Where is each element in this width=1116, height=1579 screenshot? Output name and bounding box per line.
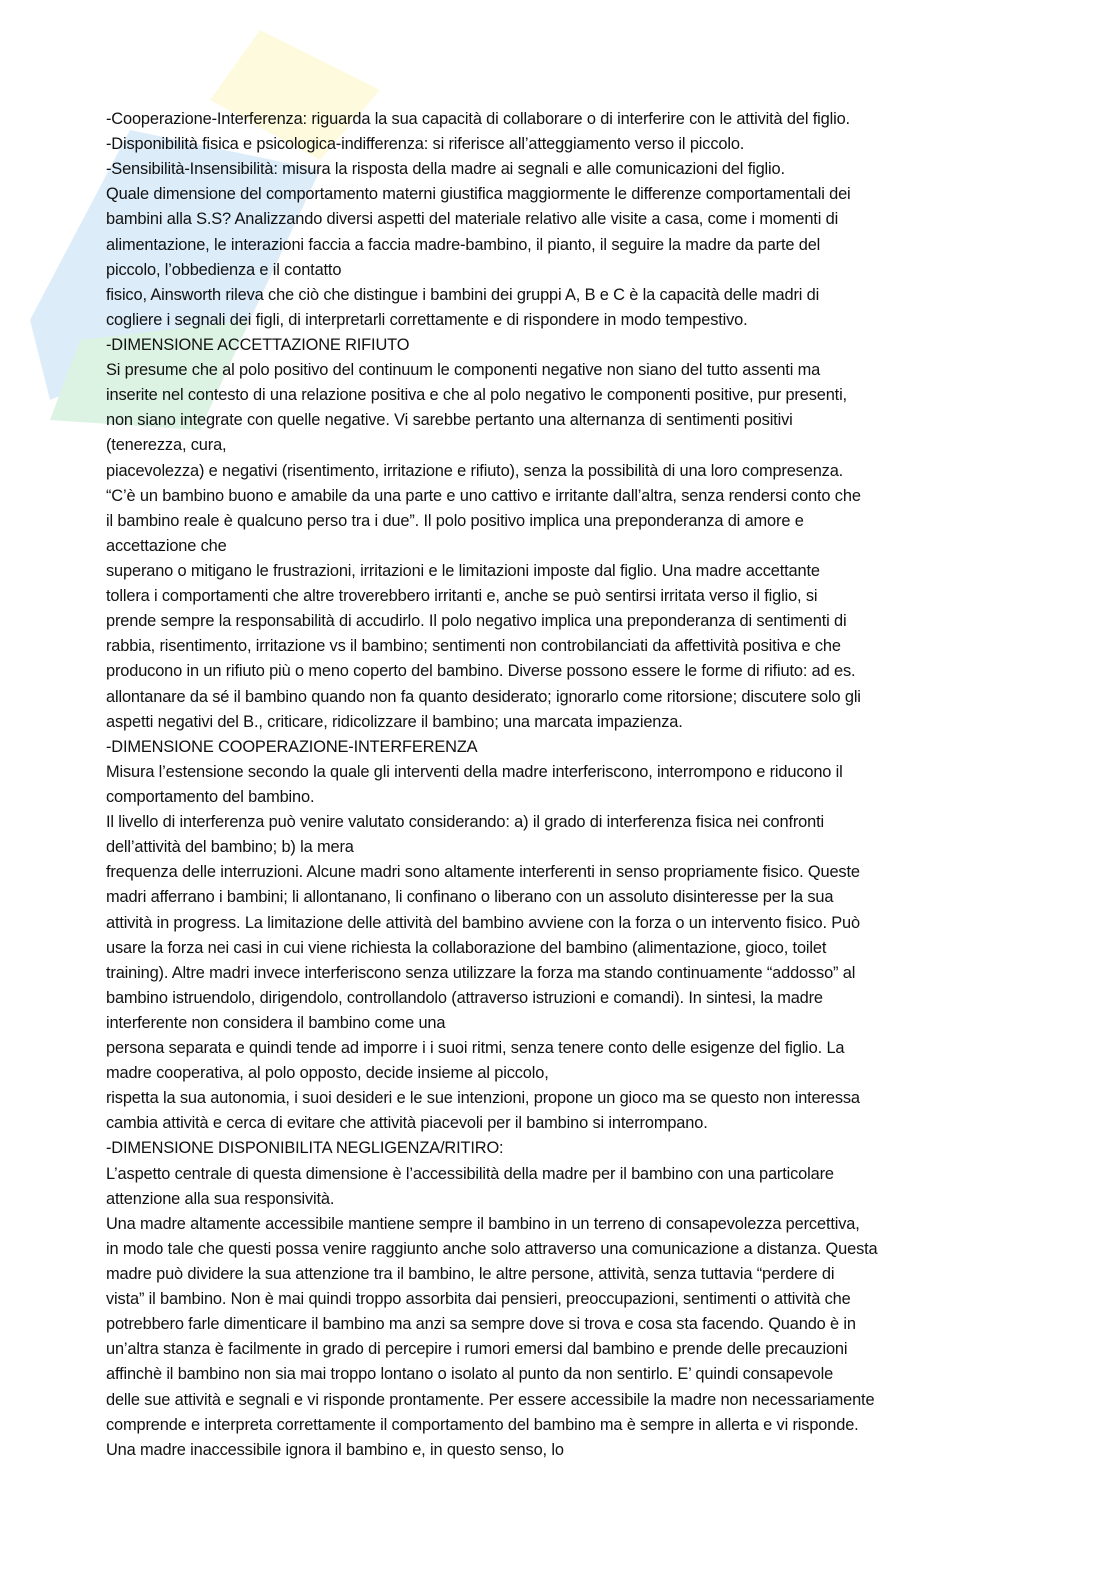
text-line: Una madre altamente accessibile mantiene sempre il bambino in un terreno di consapevolezza percettiva, — [106, 1214, 860, 1233]
text-line: delle sue attività e segnali e vi risponde prontamente. Per essere accessibile la madre non necessariamente — [106, 1390, 875, 1409]
text-line: inserite nel contesto di una relazione positiva e che al polo negativo le componenti positive, pur presenti, — [106, 386, 847, 405]
text-line: -Sensibilità-Insensibilità: misura la risposta della madre ai segnali e alle comunicazioni del figlio. — [106, 160, 785, 179]
text-line: vista” il bambino. Non è mai quindi troppo assorbita dai pensieri, preoccupazioni, sentimenti o attività che — [106, 1290, 851, 1309]
text-line: madre cooperativa, al polo opposto, decide insieme al piccolo, — [106, 1064, 549, 1083]
text-line: accettazione che — [106, 536, 227, 555]
text-line: training). Altre madri invece interferiscono senza utilizzare la forza ma stando continuamente “addosso” al — [106, 963, 856, 982]
text-line: interferente non considera il bambino come una — [106, 1013, 446, 1032]
text-line: -Cooperazione-Interferenza: riguarda la sua capacità di collaborare o di interferire con le attività del figlio. — [106, 110, 850, 128]
text-line: cambia attività e cerca di evitare che attività piacevoli per il bambino si interrompano. — [106, 1114, 708, 1133]
text-line: “C’è un bambino buono e amabile da una parte e uno cattivo e irritante dall’altra, senza rendersi conto che — [106, 486, 861, 505]
text-line: aspetti negativi del B., criticare, ridicolizzare il bambino; una marcata impazienza. — [106, 712, 683, 731]
text-line: -DIMENSIONE ACCETTAZIONE RIFIUTO — [106, 335, 410, 354]
text-line: Misura l’estensione secondo la quale gli interventi della madre interferiscono, interrompono e riducono il — [106, 762, 843, 781]
text-line: potrebbero farle dimenticare il bambino ma anzi sa sempre dove si trova e cosa sta facendo. Quando è in — [106, 1315, 856, 1334]
text-line: Si presume che al polo positivo del continuum le componenti negative non siano del tutto assenti ma — [106, 361, 821, 380]
text-line: frequenza delle interruzioni. Alcune madri sono altamente interferenti in senso propriamente fisico. Queste — [106, 863, 860, 882]
text-line: persona separata e quindi tende ad imporre i i suoi ritmi, senza tenere conto delle esigenze del figlio. La — [106, 1039, 845, 1058]
text-line: superano o mitigano le frustrazioni, irritazioni e le limitazioni imposte dal figlio. Una madre accettante — [106, 561, 820, 580]
document-body — [106, 107, 1011, 1463]
text-line: madre può dividere la sua attenzione tra il bambino, le altre persone, attività, senza tuttavia “perdere di — [106, 1265, 835, 1284]
text-line: in modo tale che questi possa venire raggiunto anche solo attraverso una comunicazione a distanza. Questa — [106, 1239, 878, 1258]
text-line: L’aspetto centrale di questa dimensione è l’accessibilità della madre per il bambino con una particolare — [106, 1164, 834, 1183]
text-line: cogliere i segnali dei figli, di interpretarli correttamente e di rispondere in modo tempestivo. — [106, 310, 748, 329]
text-line: fisico, Ainsworth rileva che ciò che distingue i bambini dei gruppi A, B e C è la capacità delle madri di — [106, 285, 820, 304]
text-line: bambino istruendolo, dirigendolo, controllandolo (attraverso istruzioni e comandi). In sintesi, la madre — [106, 988, 823, 1007]
text-line: Una madre inaccessibile ignora il bambino e, in questo senso, lo — [106, 1440, 564, 1459]
text-line: comportamento del bambino. — [106, 787, 315, 806]
text-line: -DIMENSIONE DISPONIBILITA NEGLIGENZA/RITIRO: — [106, 1139, 504, 1158]
text-line: piacevolezza) e negativi (risentimento, irritazione e rifiuto), senza la possibilità di una loro compresenza. — [106, 461, 844, 480]
text-line: un’altra stanza è facilmente in grado di percepire i rumori emersi dal bambino e prende delle precauzioni — [106, 1340, 848, 1359]
text-line: producono in un rifiuto più o meno coperto del bambino. Diverse possono essere le forme di rifiuto: ad es. — [106, 662, 856, 681]
text-line: alimentazione, le interazioni faccia a faccia madre-bambino, il pianto, il seguire la madre da parte del — [106, 235, 821, 254]
text-line: comprende e interpreta correttamente il comportamento del bambino ma è sempre in allerta e vi risponde. — [106, 1415, 859, 1434]
text-line: prende sempre la responsabilità di accudirlo. Il polo negativo implica una preponderanza di sentimenti di — [106, 612, 847, 631]
text-line: affinchè il bambino non sia mai troppo lontano o isolato al punto da non sentirlo. E’ quindi consapevole — [106, 1365, 834, 1384]
text-line: il bambino reale è qualcuno perso tra i due”. Il polo positivo implica una preponderanza di amore e — [106, 511, 804, 530]
text-line: rispetta la sua autonomia, i suoi desideri e le sue intenzioni, propone un gioco ma se questo non interessa — [106, 1089, 860, 1108]
text-line: madri afferrano i bambini; li allontanano, li confinano o liberano con un assoluto disinteresse per la sua — [106, 888, 834, 907]
text-line: piccolo, l’obbedienza e il contatto — [106, 260, 342, 279]
text-line: allontanare da sé il bambino quando non fa quanto desiderato; ignorarlo come ritorsione; discutere solo gli — [106, 687, 861, 706]
text-line: -DIMENSIONE COOPERAZIONE-INTERFERENZA — [106, 737, 478, 756]
text-line: bambini alla S.S? Analizzando diversi aspetti del materiale relativo alle visite a casa, come i momenti di — [106, 210, 839, 229]
text-line: dell’attività del bambino; b) la mera — [106, 838, 354, 857]
text-line: rabbia, risentimento, irritazione vs il bambino; sentimenti non controbilanciati da affettività positiva e che — [106, 637, 841, 656]
text-line: usare la forza nei casi in cui viene richiesta la collaborazione del bambino (alimentazione, gioco, toilet — [106, 938, 827, 957]
text-line: Quale dimensione del comportamento materni giustifica maggiormente le differenze comportamentali dei — [106, 185, 851, 204]
text-line: attenzione alla sua responsività. — [106, 1189, 335, 1208]
text-line: attività in progress. La limitazione delle attività del bambino avviene con la forza o un intervento fisico. Può — [106, 913, 860, 932]
text-line: Il livello di interferenza può venire valutato considerando: a) il grado di interferenza fisica nei confronti — [106, 813, 824, 832]
text-line: non siano integrate con quelle negative. Vi sarebbe pertanto una alternanza di sentimenti positivi — [106, 411, 793, 430]
text-line: (tenerezza, cura, — [106, 436, 227, 455]
text-line: tollera i comportamenti che altre troverebbero irritanti e, anche se può sentirsi irritata verso il figlio, si — [106, 587, 818, 606]
text-line: -Disponibilità fisica e psicologica-indifferenza: si riferisce all’atteggiamento verso il piccolo. — [106, 135, 745, 154]
